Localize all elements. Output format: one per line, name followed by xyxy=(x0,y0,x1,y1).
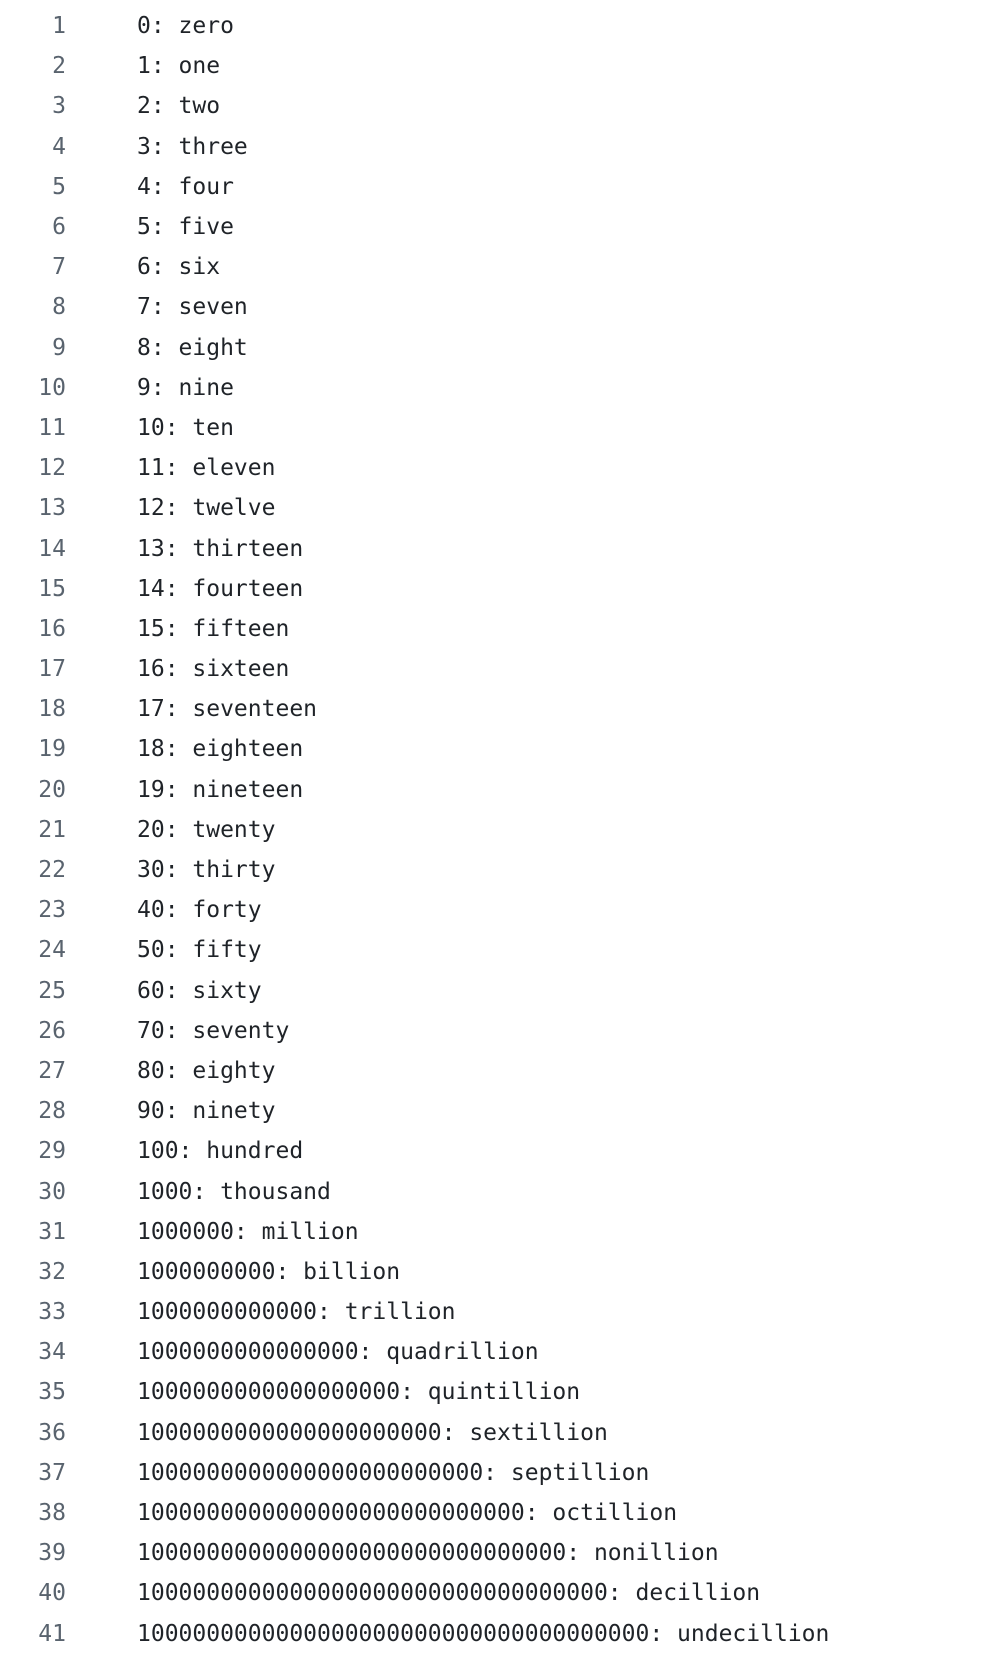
code-line xyxy=(0,689,984,729)
code-line xyxy=(0,6,984,46)
line-content: 1000000000000000: quadrillion xyxy=(137,1339,539,1366)
line-content: 5: five xyxy=(137,214,234,241)
code-line xyxy=(0,448,984,488)
line-number[interactable]: 9 xyxy=(52,334,66,361)
code-line xyxy=(0,1413,984,1453)
code-line xyxy=(0,971,984,1011)
line-content: 1000000000000000000000000: septillion xyxy=(137,1459,650,1486)
line-number[interactable]: 11 xyxy=(38,414,66,441)
line-number[interactable]: 17 xyxy=(38,656,66,683)
line-number[interactable]: 18 xyxy=(38,696,66,723)
line-content: 15: fifteen xyxy=(137,615,290,642)
line-content: 6: six xyxy=(137,254,221,281)
line-content: 10: ten xyxy=(137,414,234,441)
line-content: 17: seventeen xyxy=(137,696,318,723)
line-number[interactable]: 37 xyxy=(38,1459,66,1486)
code-line xyxy=(0,1051,984,1091)
line-content: 19: nineteen xyxy=(137,776,304,803)
code-line xyxy=(0,770,984,810)
code-line xyxy=(0,1573,984,1613)
line-content: 4: four xyxy=(137,173,234,200)
line-content: 7: seven xyxy=(137,294,248,321)
line-content: 1000000000000000000000000000: octillion xyxy=(137,1500,678,1527)
line-number[interactable]: 24 xyxy=(38,937,66,964)
line-content: 1000000000000000000000: sextillion xyxy=(137,1419,608,1446)
line-number[interactable]: 33 xyxy=(38,1299,66,1326)
code-line xyxy=(0,247,984,287)
line-content: 12: twelve xyxy=(137,495,276,522)
line-number[interactable]: 15 xyxy=(38,575,66,602)
line-content: 1000000: million xyxy=(137,1218,359,1245)
line-number[interactable]: 3 xyxy=(52,93,66,120)
code-line xyxy=(0,1292,984,1332)
line-number[interactable]: 23 xyxy=(38,897,66,924)
code-line xyxy=(0,127,984,167)
code-line xyxy=(0,1533,984,1573)
line-number[interactable]: 20 xyxy=(38,776,66,803)
line-content: 1000: thousand xyxy=(137,1178,331,1205)
code-line xyxy=(0,167,984,207)
line-content: 1000000000000000000000000000000000000: undecillion xyxy=(137,1620,830,1647)
line-content: 1000000000: billion xyxy=(137,1258,401,1285)
line-number[interactable]: 7 xyxy=(52,254,66,281)
code-line xyxy=(0,890,984,930)
line-number[interactable]: 25 xyxy=(38,977,66,1004)
code-line xyxy=(0,1453,984,1493)
line-number[interactable]: 36 xyxy=(38,1419,66,1446)
code-line xyxy=(0,488,984,528)
line-content: 3: three xyxy=(137,133,248,160)
line-number[interactable]: 34 xyxy=(38,1339,66,1366)
code-line xyxy=(0,729,984,769)
code-line xyxy=(0,408,984,448)
code-line xyxy=(0,46,984,86)
line-number[interactable]: 30 xyxy=(38,1178,66,1205)
code-line xyxy=(0,86,984,126)
line-content: 9: nine xyxy=(137,374,234,401)
line-content: 8: eight xyxy=(137,334,248,361)
line-content: 60: sixty xyxy=(137,977,262,1004)
code-line xyxy=(0,328,984,368)
code-line xyxy=(0,609,984,649)
line-number[interactable]: 21 xyxy=(38,816,66,843)
code-line xyxy=(0,368,984,408)
line-number[interactable]: 12 xyxy=(38,455,66,482)
code-line xyxy=(0,1493,984,1533)
line-number[interactable]: 19 xyxy=(38,736,66,763)
line-number[interactable]: 2 xyxy=(52,53,66,80)
line-content: 70: seventy xyxy=(137,1017,290,1044)
line-number[interactable]: 29 xyxy=(38,1138,66,1165)
line-content: 1000000000000000000000000000000: nonillion xyxy=(137,1540,719,1567)
code-line xyxy=(0,569,984,609)
line-content: 20: twenty xyxy=(137,816,276,843)
line-number[interactable]: 27 xyxy=(38,1057,66,1084)
code-line xyxy=(0,207,984,247)
line-content: 1000000000000000000000000000000000: decillion xyxy=(137,1580,761,1607)
code-line xyxy=(0,287,984,327)
code-line xyxy=(0,810,984,850)
code-line xyxy=(0,850,984,890)
line-number[interactable]: 39 xyxy=(38,1540,66,1567)
code-line xyxy=(0,1171,984,1211)
line-content: 0: zero xyxy=(137,13,234,40)
line-number[interactable]: 8 xyxy=(52,294,66,321)
line-content: 16: sixteen xyxy=(137,656,290,683)
line-content: 14: fourteen xyxy=(137,575,304,602)
line-content: 90: ninety xyxy=(137,1098,276,1125)
line-number[interactable]: 35 xyxy=(38,1379,66,1406)
line-number[interactable]: 26 xyxy=(38,1017,66,1044)
line-content: 50: fifty xyxy=(137,937,262,964)
code-view xyxy=(0,6,984,1654)
line-number[interactable]: 14 xyxy=(38,535,66,562)
line-content: 80: eighty xyxy=(137,1057,276,1084)
line-number[interactable]: 28 xyxy=(38,1098,66,1125)
line-content: 30: thirty xyxy=(137,857,276,884)
line-number[interactable]: 1 xyxy=(52,13,66,40)
line-number[interactable]: 10 xyxy=(38,374,66,401)
line-content: 40: forty xyxy=(137,897,262,924)
line-number[interactable]: 16 xyxy=(38,615,66,642)
line-number[interactable]: 41 xyxy=(38,1620,66,1647)
line-content: 1000000000000000000: quintillion xyxy=(137,1379,581,1406)
line-number[interactable]: 32 xyxy=(38,1258,66,1285)
line-number[interactable]: 22 xyxy=(38,857,66,884)
code-line xyxy=(0,1372,984,1412)
line-number[interactable]: 6 xyxy=(52,214,66,241)
line-content: 1: one xyxy=(137,53,221,80)
line-number[interactable]: 4 xyxy=(52,133,66,160)
code-line xyxy=(0,1252,984,1292)
code-line xyxy=(0,1091,984,1131)
code-line xyxy=(0,649,984,689)
line-number[interactable]: 38 xyxy=(38,1500,66,1527)
line-content: 2: two xyxy=(137,93,221,120)
line-number[interactable]: 40 xyxy=(38,1580,66,1607)
line-content: 13: thirteen xyxy=(137,535,304,562)
code-line xyxy=(0,1212,984,1252)
line-number[interactable]: 5 xyxy=(52,173,66,200)
code-line xyxy=(0,528,984,568)
code-line xyxy=(0,1011,984,1051)
line-content: 18: eighteen xyxy=(137,736,304,763)
line-content: 1000000000000: trillion xyxy=(137,1299,456,1326)
line-content: 11: eleven xyxy=(137,455,276,482)
line-number[interactable]: 31 xyxy=(38,1218,66,1245)
code-line xyxy=(0,1131,984,1171)
code-line xyxy=(0,1614,984,1654)
line-number[interactable]: 13 xyxy=(38,495,66,522)
line-content: 100: hundred xyxy=(137,1138,304,1165)
code-line xyxy=(0,1332,984,1372)
code-line xyxy=(0,930,984,970)
